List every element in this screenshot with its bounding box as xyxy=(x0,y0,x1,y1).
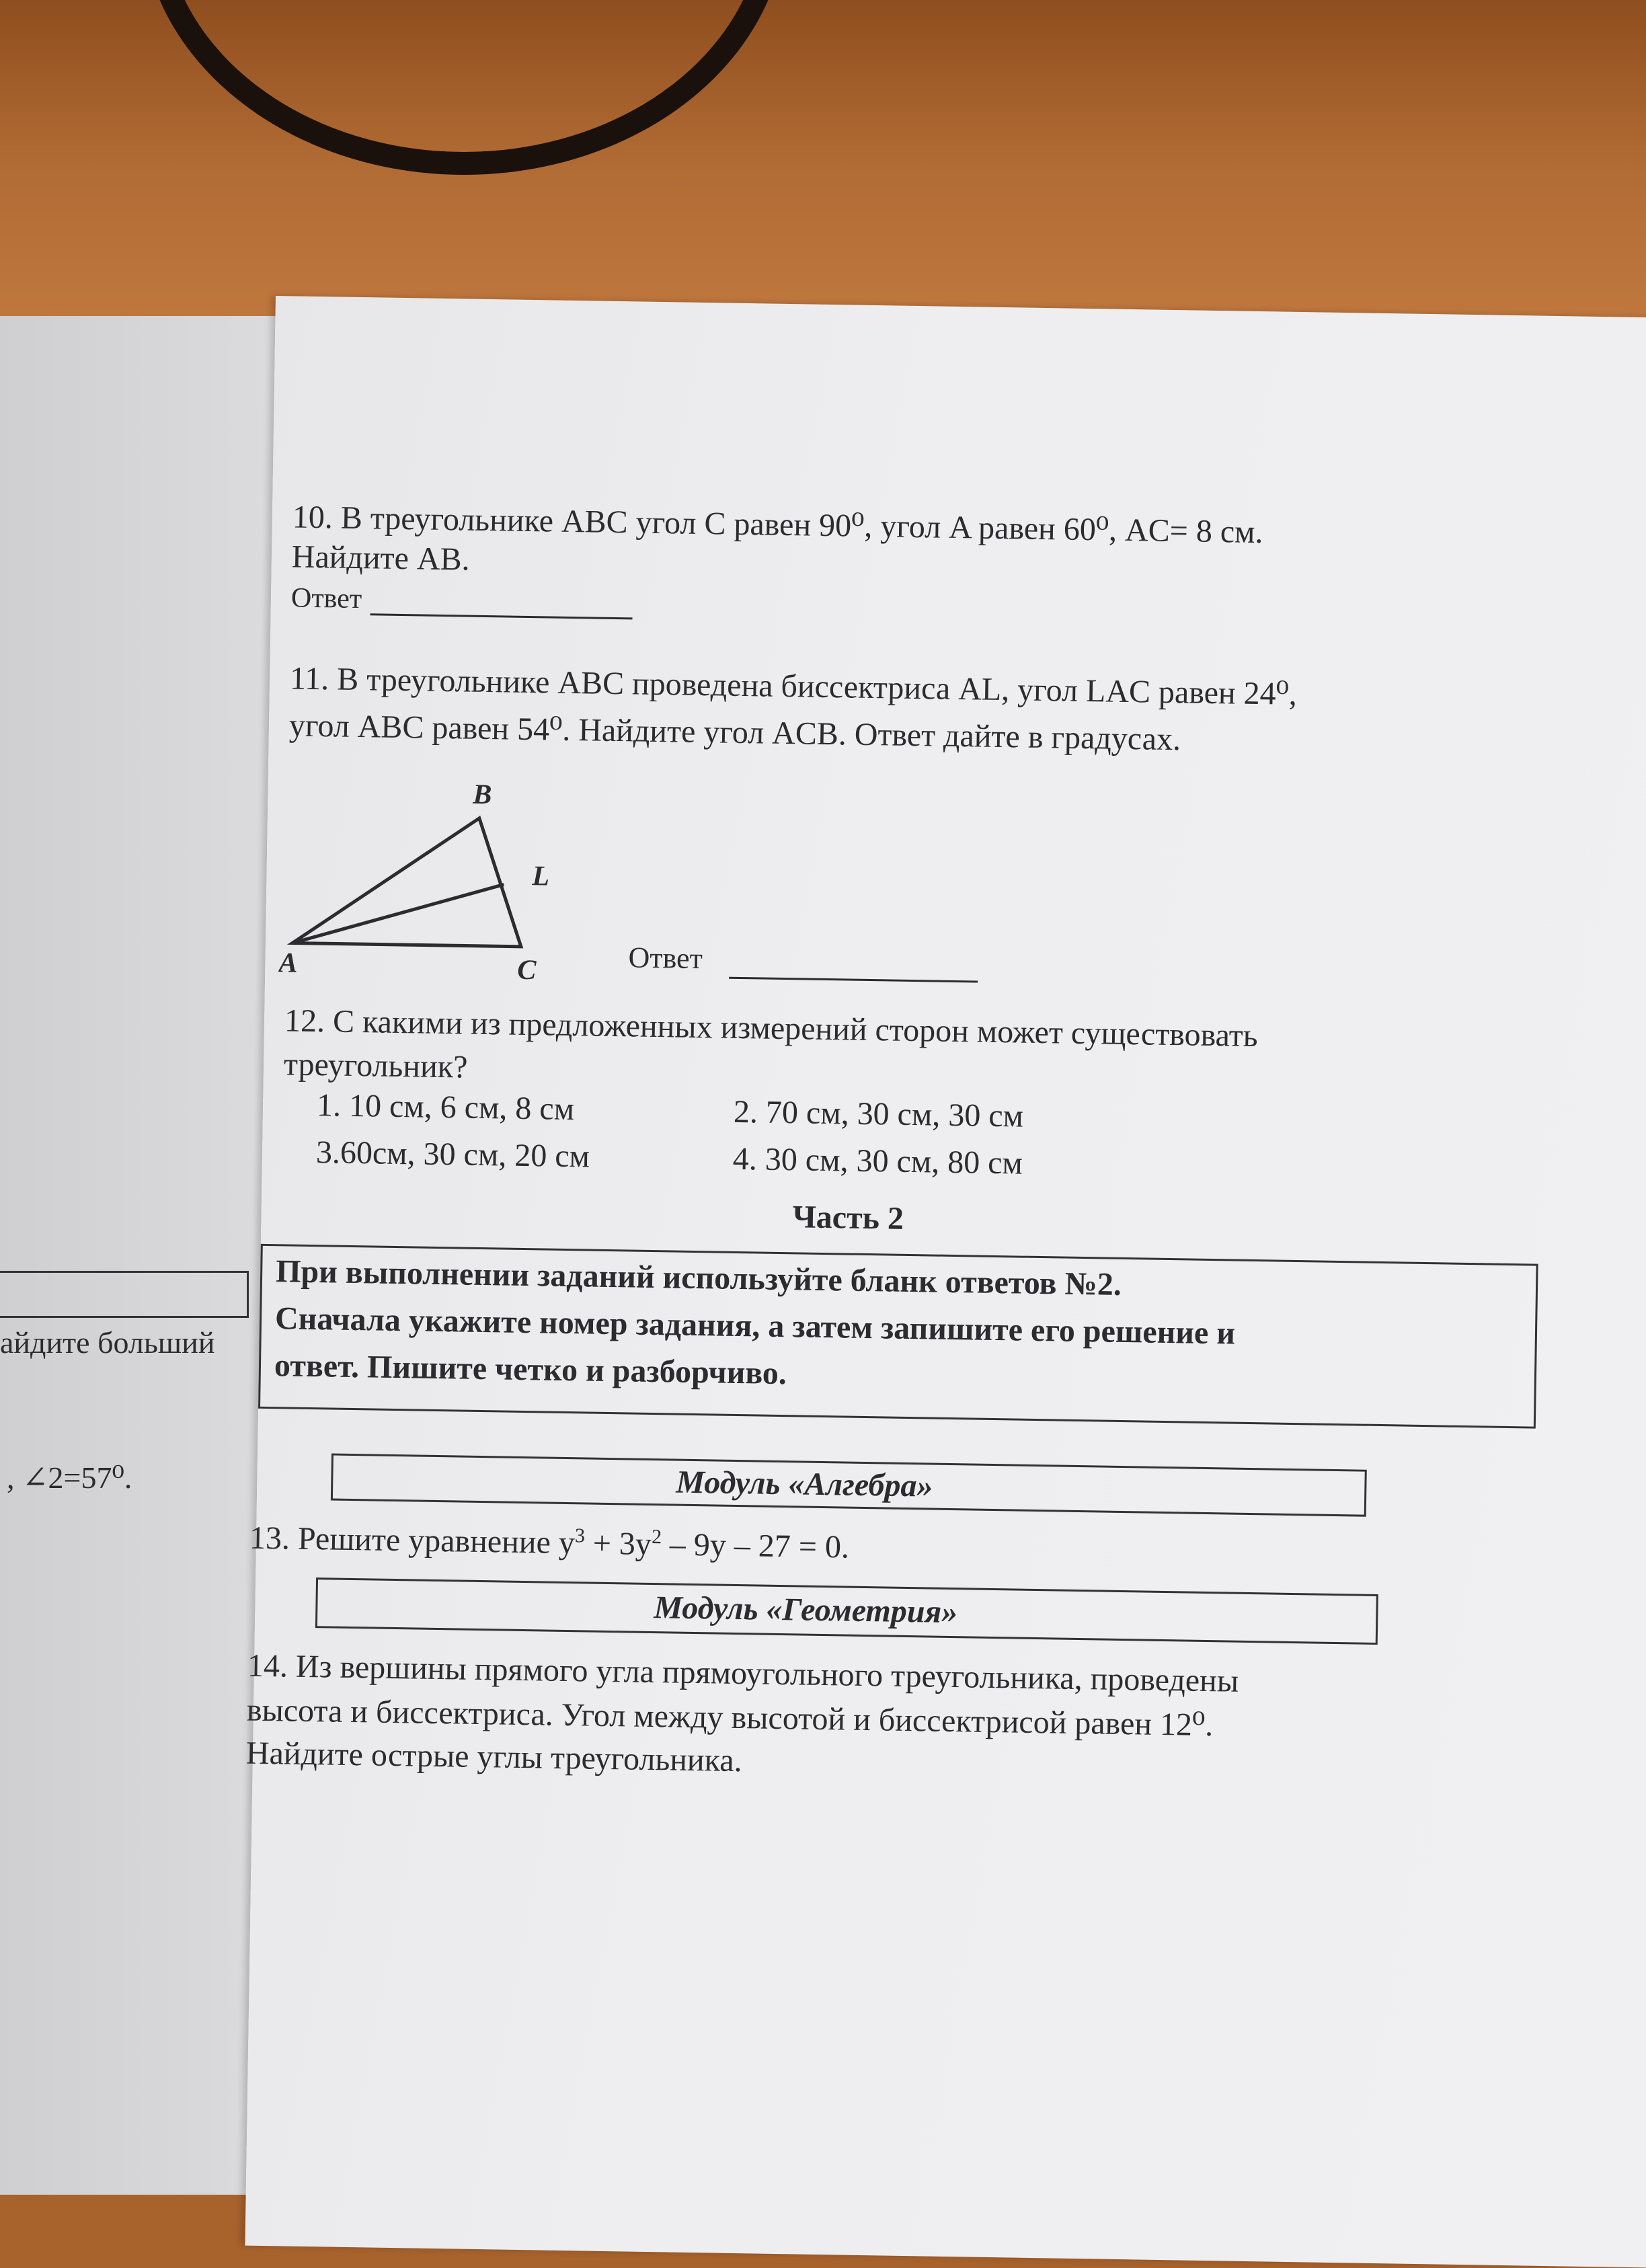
task12-line2: треугольник? xyxy=(283,1046,468,1085)
task14-line2: высота и биссектриса. Угол между высотой и биссектрисой равен 12⁰. xyxy=(246,1692,1214,1744)
triangle-figure xyxy=(278,767,591,993)
task11-answer-line xyxy=(729,977,978,983)
instructions-box xyxy=(258,1244,1538,1429)
task14-line3: Найдите острые углы треугольника. xyxy=(245,1735,743,1779)
instructions-line1: При выполнении заданий используйте бланк ответов №2. xyxy=(275,1253,1122,1302)
task12-option-3: 3.60см, 30 см, 20 см xyxy=(315,1134,590,1175)
part2-title: Часть 2 xyxy=(792,1199,904,1237)
exponent-2: 2 xyxy=(651,1526,662,1549)
task11-answer-label: Ответ xyxy=(628,941,703,976)
label-l: L xyxy=(532,861,550,892)
module-geometry-box xyxy=(315,1577,1378,1645)
worksheet-page xyxy=(245,296,1646,2268)
task10-answer-line xyxy=(370,613,633,619)
left-page-line2: , ∠2=57⁰. xyxy=(7,1460,132,1495)
exponent-3: 3 xyxy=(574,1524,586,1547)
task12-line1: 12. С какими из предложенных измерений сторон может существовать xyxy=(284,1003,1258,1054)
task10-answer-label: Ответ xyxy=(290,582,362,615)
label-b: B xyxy=(473,779,492,811)
module-algebra-title: Модуль «Алгебра» xyxy=(675,1464,933,1504)
label-a: A xyxy=(278,947,298,979)
module-algebra-box xyxy=(331,1454,1367,1517)
task13-term2: + 3y xyxy=(592,1525,652,1563)
instructions-line2: Сначала укажите номер задания, а затем запишите его решение и xyxy=(274,1300,1236,1352)
left-answer-box xyxy=(0,1271,249,1318)
left-page-line1: айдите больший xyxy=(0,1325,215,1360)
module-geometry-title: Модуль «Геометрия» xyxy=(654,1590,958,1631)
task12-option-2: 2. 70 см, 30 см, 30 см xyxy=(733,1093,1024,1134)
bisector-al xyxy=(292,882,504,947)
triangle-abc xyxy=(292,816,523,947)
task12-option-4: 4. 30 см, 30 см, 80 см xyxy=(732,1140,1023,1181)
task10-line2: Найдите AB. xyxy=(291,539,471,578)
task13-equation xyxy=(249,1520,850,1566)
label-c: C xyxy=(516,954,537,986)
task11-line2: угол ABC равен 54⁰. Найдите угол ACB. Ответ дайте в градусах. xyxy=(288,707,1181,758)
task12-option-1: 1. 10 см, 6 см, 8 см xyxy=(316,1087,575,1128)
task10-line1: 10. В треугольнике ABC угол C равен 90⁰, угол A равен 60⁰, AC= 8 см. xyxy=(292,499,1263,551)
task11-line1: 11. В треугольнике ABC проведена биссектриса AL, угол LAC равен 24⁰, xyxy=(289,660,1298,712)
task13-term3: – 9y – 27 = 0. xyxy=(669,1526,850,1565)
instructions-line3: ответ. Пишите четко и разборчиво. xyxy=(274,1347,787,1392)
task13-text: 13. Решите уравнение y xyxy=(249,1520,576,1561)
task14-line1: 14. Из вершины прямого угла прямоугольного треугольника, проведены xyxy=(247,1647,1239,1699)
